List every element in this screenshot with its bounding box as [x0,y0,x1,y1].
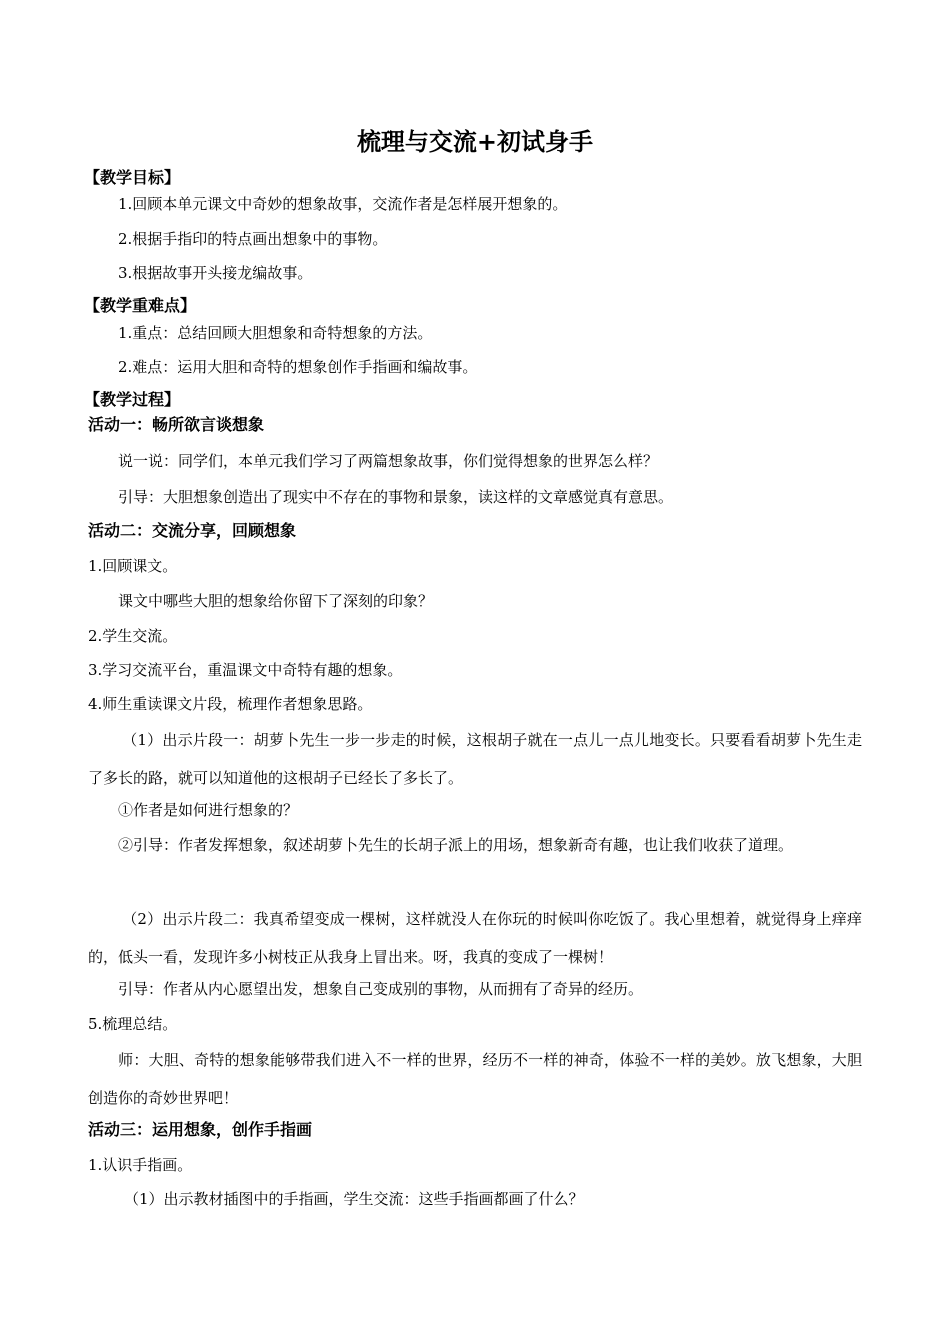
goal-item-1: 1.回顾本单元课文中奇妙的想象故事，交流作者是怎样展开想象的。 [118,195,568,213]
question-1: ①作者是如何进行想象的？ [118,801,299,819]
activity1-line-1: 说一说：同学们，本单元我们学习了两篇想象故事，你们觉得想象的世界怎么样？ [118,452,659,470]
excerpt-2-text: （2）出示片段二：我真希望变成一棵树，这样就没人在你玩的时候叫你吃饭了。我心里想着，就觉得身上痒痒的，低头一看，发现许多小树枝正从我身上冒出来。呀，我真的变成了一棵树！ [88,910,862,966]
excerpt-2-paragraph [88,900,862,976]
activity2-step-3: 3.学习交流平台，重温课文中奇特有趣的想象。 [88,661,403,679]
activity2-step-2: 2.学生交流。 [88,627,178,645]
activity3-title: 活动三：运用想象，创作手指画 [88,1120,313,1139]
keypoint-item-1: 1.重点：总结回顾大胆想象和奇特想象的方法。 [118,324,433,342]
keypoints-heading: 【教学重难点】 [84,296,197,315]
activity2-title: 活动二：交流分享，回顾想象 [88,521,297,540]
activity1-line-2: 引导：大胆想象创造出了现实中不存在的事物和景象，读这样的文章感觉真有意思。 [118,488,674,506]
activity1-title: 活动一：畅所欲言谈想象 [88,415,265,434]
excerpt-1-paragraph [88,721,862,797]
activity3-item-1: （1）出示教材插图中的手指画，学生交流：这些手指画都画了什么？ [124,1190,584,1208]
activity3-step-1: 1.认识手指画。 [88,1156,193,1174]
activity2-step-5: 5.梳理总结。 [88,1015,178,1033]
excerpt-2-guide: 引导：作者从内心愿望出发，想象自己变成别的事物，从而拥有了奇异的经历。 [118,980,644,998]
activity2-step-4: 4.师生重读课文片段，梳理作者想象思路。 [88,695,373,713]
activity2-step-1: 1.回顾课文。 [88,557,178,575]
summary-paragraph [88,1041,862,1117]
keypoint-item-2: 2.难点：运用大胆和奇特的想象创作手指画和编故事。 [118,358,478,376]
process-heading: 【教学过程】 [84,390,181,409]
goal-item-3: 3.根据故事开头接龙编故事。 [118,264,313,282]
summary-text: 师：大胆、奇特的想象能够带我们进入不一样的世界，经历不一样的神奇，体验不一样的美妙。放飞想象，大胆创造你的奇妙世界吧！ [88,1051,862,1107]
question-2-paragraph [88,826,862,864]
activity2-step-1-question: 课文中哪些大胆的想象给你留下了深刻的印象？ [118,592,434,610]
goals-heading: 【教学目标】 [84,168,181,187]
goal-item-2: 2.根据手指印的特点画出想象中的事物。 [118,230,388,248]
question-2-text: ②引导：作者发挥想象，叙述胡萝卜先生的长胡子派上的用场，想象新奇有趣，也让我们收获了道理。 [118,836,794,854]
excerpt-1-text: （1）出示片段一：胡萝卜先生一步一步走的时候，这根胡子就在一点儿一点儿地变长。只要看看胡萝卜先生走了多长的路，就可以知道他的这根胡子已经长了多长了。 [88,731,862,787]
document-title: 梳理与交流+初试身手 [356,128,594,156]
